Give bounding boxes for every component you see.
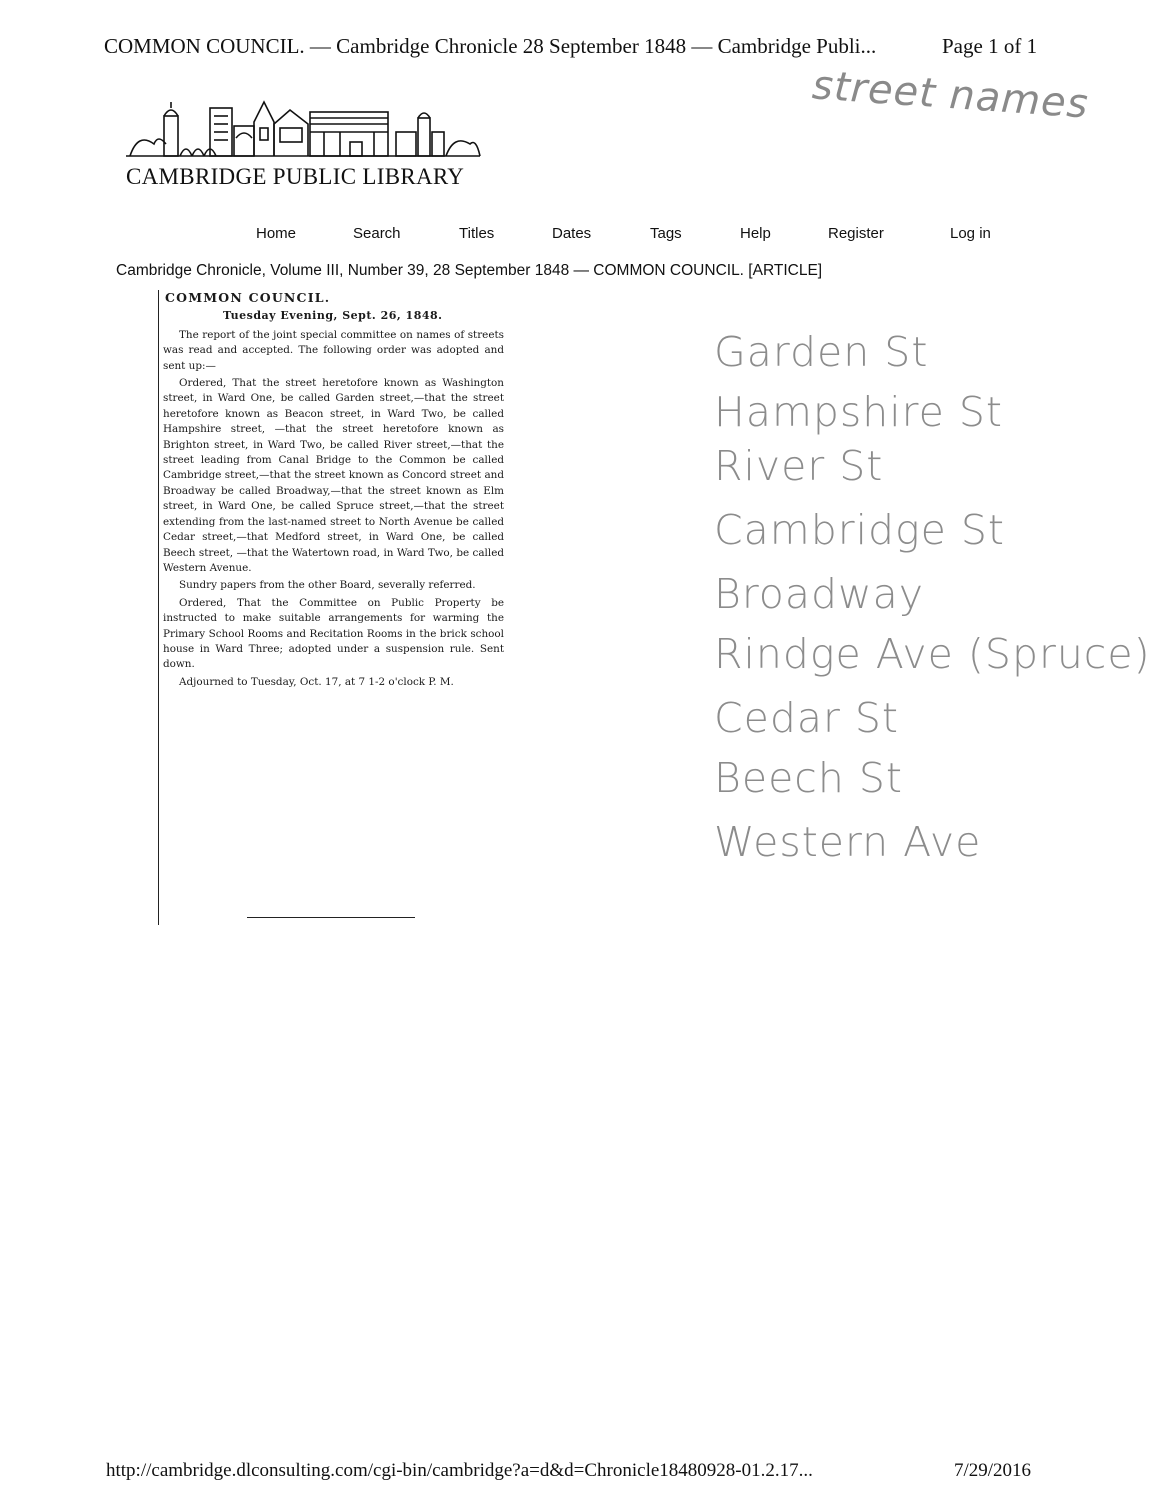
nav-register[interactable]: Register <box>828 225 884 242</box>
clipping-paragraph: Adjourned to Tuesday, Oct. 17, at 7 1-2 o'clock P. M. <box>179 675 454 688</box>
handwritten-annotation-title: street names <box>810 62 1091 128</box>
nav-login[interactable]: Log in <box>950 225 991 242</box>
print-header-title: COMMON COUNCIL. — Cambridge Chronicle 28 September 1848 — Cambridge Publi... <box>104 34 877 58</box>
print-footer <box>106 1460 1066 1482</box>
clipping-paragraph: Sundry papers from the other Board, severally referred. <box>179 579 476 592</box>
clipping-end-rule <box>247 917 415 918</box>
clipping-paragraph: The report of the joint special committee on names of streets was read and accepted. The following order was adopted and sent up:— <box>163 328 504 372</box>
clipping-dateline: Tuesday Evening, Sept. 26, 1848. <box>223 309 443 323</box>
page-indicator: Page 1 of 1 <box>942 34 1038 58</box>
city-skyline-icon <box>124 98 484 162</box>
handwritten-item: Beech St <box>714 754 903 802</box>
handwritten-item: Cambridge St <box>714 506 1005 554</box>
logo-text: CAMBRIDGE PUBLIC LIBRARY <box>126 164 465 189</box>
nav-home[interactable]: Home <box>256 225 297 242</box>
nav-titles[interactable]: Titles <box>459 225 495 242</box>
footer-url: http://cambridge.dlconsulting.com/cgi-bin/cambridge?a=d&d=Chronicle18480928-01.2.17... <box>106 1460 813 1481</box>
footer-date: 7/29/2016 <box>954 1460 1032 1481</box>
clipping-paragraph: Ordered, That the Committee on Public Property be instructed to make suitable arrangements for warming the Primary School Rooms and Recitation Rooms in the brick school house in Ward Three; adopted under a suspension rule. Sent down. <box>163 596 504 671</box>
nav-search[interactable]: Search <box>353 225 401 242</box>
nav-dates[interactable]: Dates <box>552 225 592 242</box>
clipping-paragraph: Ordered, That the street heretofore known as Washington street, in Ward One, be called Garden street,—that the street heretofore known as Beacon street, in Ward Two, be called Hampshire street, —that the street heretofore known as Brighton street, in Ward Two, be called River street,—that the street leading from Canal Bridge to the Common be called Cambridge street,—that the street known as Concord street and Broadway be called Broadway,—that the street known as Elm street, in Ward One, be called Spruce street,—that the street extending from the last-named street to North Avenue be called Cedar street,—that Medford street, in Ward One, be called Beech street, —that the Watertown road, in Ward Two, be called Western Avenue. <box>163 377 504 574</box>
main-nav <box>0 225 1159 249</box>
handwritten-item: Garden St <box>714 328 929 376</box>
library-logo[interactable] <box>124 98 484 198</box>
print-header <box>104 34 1064 59</box>
clipping-heading: COMMON COUNCIL. <box>165 290 331 305</box>
handwritten-item: Cedar St <box>714 694 899 742</box>
handwritten-item: Rindge Ave (Spruce) <box>714 630 1151 678</box>
handwritten-item: Broadway <box>714 570 924 618</box>
nav-help[interactable]: Help <box>740 225 771 242</box>
handwritten-item: Hampshire St <box>714 388 1003 436</box>
handwritten-item: River St <box>714 442 884 490</box>
nav-tags[interactable]: Tags <box>650 225 682 242</box>
article-title: Cambridge Chronicle, Volume III, Number 39, 28 September 1848 — COMMON COUNCIL. [ARTICLE] <box>116 262 823 279</box>
newspaper-clipping <box>158 290 504 925</box>
handwritten-item: Western Ave <box>714 818 982 866</box>
